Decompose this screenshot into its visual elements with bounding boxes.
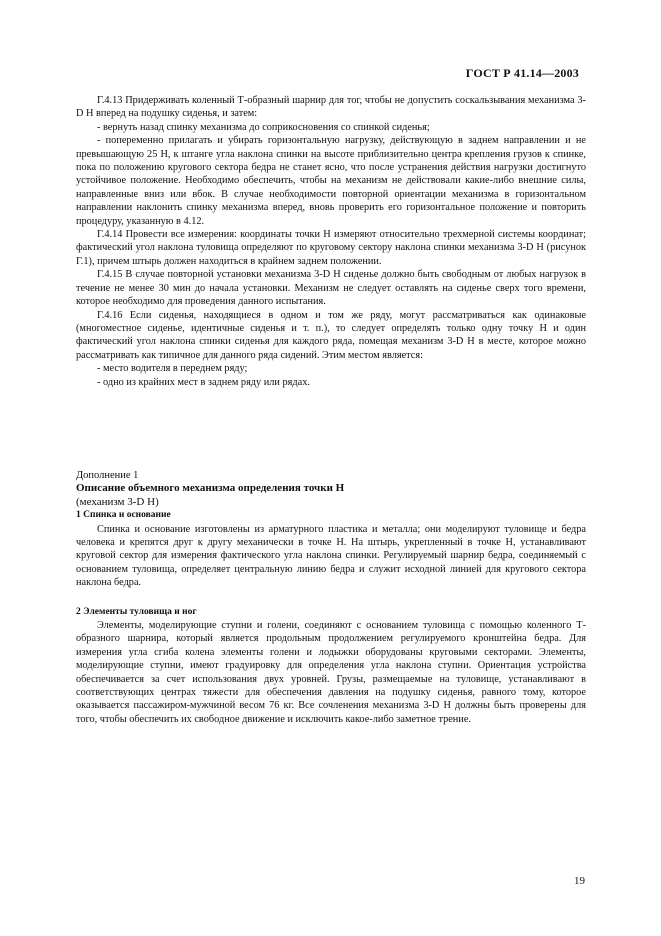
paragraph-g4-15: Г.4.15 В случае повторной установки механизма 3-D H сиденье должно быть свободным от любых нагрузок в течение не менее 30 мин до начала установки. Механизм не следует оставлять на сиденье сверх того времени, которое необходимо для проведения данного испытания. — [76, 269, 586, 308]
list-item-apply-load: - попеременно прилагать и убирать горизонтальную нагрузку, действующую в заднем направлении и не превышающую 25 Н, к штанге угла наклона спинки на высоте приблизительно центра крепления грузов к спинке, пока по положению кругового сектора бедра не станет ясно, что после устранения действия нагрузки достигнуто устойчивое положение. Необходимо обеспечить, чтобы на механизм не действовали какие-либо внешние силы, направленные вниз или вбок. В случае необходимости повторной ориентации механизма в горизонтальном направлении наклонить спинку механизма вперед, вновь проверить его горизонтальное положение и повторить процедуру, указанную в 4.12. — [76, 135, 586, 227]
list-item-return-back: - вернуть назад спинку механизма до соприкосновения со спинкой сиденья; — [97, 121, 430, 133]
section-1-text: Спинка и основание изготовлены из арматурного пластика и металла; они моделируют туловище и бедра человека и крепятся друг к другу механически в точке H. На штырь, укрепленный в точке H, устанавливают круговой сектор для измерения фактического угла наклона спинки. Регулируемый шарнир бедра, соединяемый с основанием туловища, определяет центральную линию бедра и служит исходной линией для кругового сектора наклона бедра. — [76, 523, 586, 589]
appendix-label: Дополнение 1 — [76, 469, 139, 481]
list-item-rear-seat: - одно из крайних мест в заднем ряду или рядах. — [97, 376, 310, 388]
page-number: 19 — [574, 875, 585, 887]
section-1-heading: 1 Спинка и основание — [76, 510, 171, 521]
page-content — [76, 94, 586, 726]
section-2-text: Элементы, моделирующие ступни и голени, соединяют с основанием туловища с помощью коленного Т-образного шарнира, который является продольным продолжением регулируемого кронштейна бедра. Для измерения угла сгиба колена элементы голени и лодыжки оборудованы круговыми секторами. Элементы, моделирующие ступни, имеют градуировку для определения угла наклона ступни. Ориентация устройства обеспечивается за счет использования двух уровней. Грузы, размещаемые на туловище, устанавливают в соответствующих центрах тяжести для обеспечения давления на подушку сиденья, равного тому, которое оказывается пассажиром-мужчиной весом 76 кг. Все сочленения механизма 3-D H должны быть проверены для того, чтобы обеспечить их свободное движение и исключить какое-либо заметное трение. — [76, 620, 586, 725]
page-header: ГОСТ Р 41.14—2003 — [465, 66, 579, 80]
list-item-driver-seat: - место водителя в переднем ряду; — [97, 363, 248, 375]
paragraph-g4-16: Г.4.16 Если сиденья, находящиеся в одном и том же ряду, могут рассматриваться как одинаковые (многоместное сиденье, идентичные сиденья и т. п.), то следует определять только одну точку H и один фактический угол наклона спинки сиденья для каждого ряда, помещая механизм 3-D H в месте, которое можно рассматривать как типичное для данного ряда сидений. Этим местом является: — [76, 309, 586, 361]
paragraph-g4-13: Г.4.13 Придерживать коленный Т-образный шарнир для тог, чтобы не допустить соскальзывания механизма 3-D H вперед на подушку сиденья, и затем: — [76, 95, 586, 120]
section-2-heading: 2 Элементы туловища и ног — [76, 606, 197, 617]
appendix-subtitle: (механизм 3-D H) — [76, 495, 159, 508]
appendix-title: Описание объемного механизма определения точки H — [76, 482, 345, 495]
paragraph-g4-14: Г.4.14 Провести все измерения: координаты точки H измеряют относительно трехмерной системы координат; фактический угол наклона туловища определяют по круговому сектору наклона спинки механизма 3-D H (рисунок Г.1), причем штырь должен находиться в крайнем заднем положении. — [76, 229, 586, 267]
